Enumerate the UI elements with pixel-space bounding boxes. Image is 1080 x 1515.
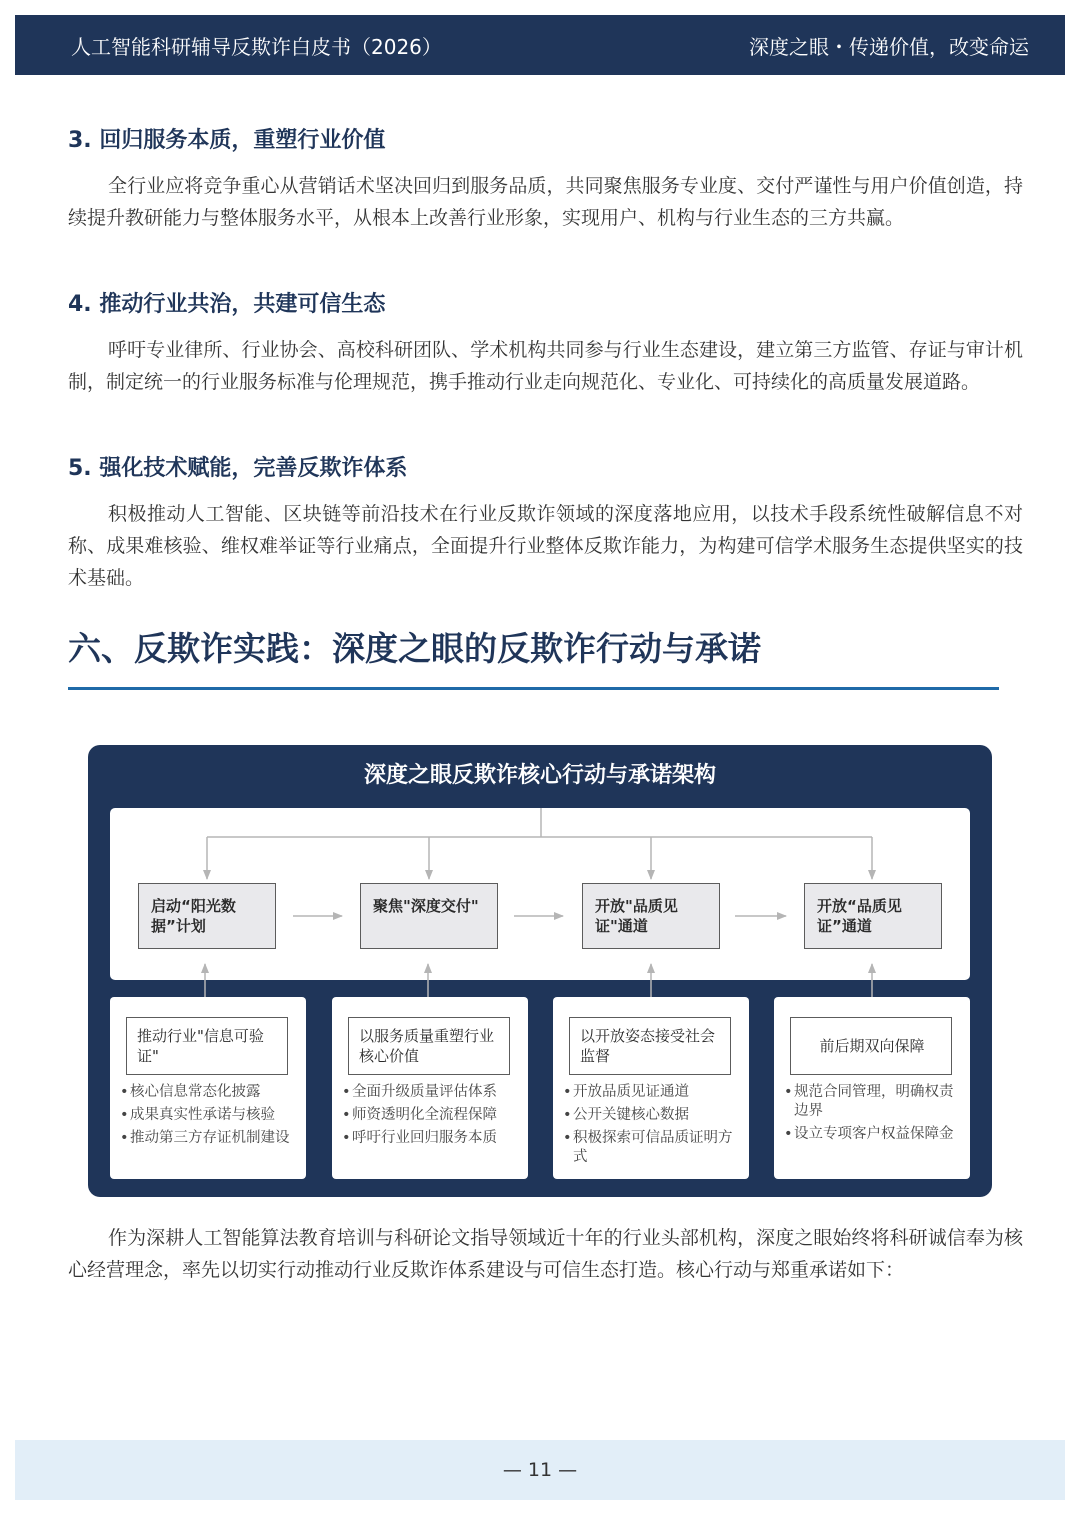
architecture-diagram bbox=[88, 745, 992, 1197]
list-item: • 成果真实性承诺与核验 bbox=[120, 1106, 300, 1125]
list-item: • 核心信息常态化披露 bbox=[120, 1083, 300, 1102]
step-quality-witness: 开放"品质见证"通道 bbox=[582, 883, 720, 949]
chapter-intro-paragraph: 作为深耕人工智能算法教育培训与科研论文指导领域近十年的行业头部机构，深度之眼始终将科研诚信奉为核心经营理念，率先以切实行动推动行业反欺诈体系建设与可信生态打造。核心行动与郑重承诺如下： bbox=[68, 1227, 1023, 1281]
diagram-title: 深度之眼反欺诈核心行动与承诺架构 bbox=[363, 763, 716, 788]
card-service-quality bbox=[332, 997, 528, 1179]
card-heading: 以服务质量重塑行业核心价值 bbox=[348, 1017, 510, 1075]
section-heading: 4. 推动行业共治，共建可信生态 bbox=[68, 292, 386, 317]
list-item: • 全面升级质量评估体系 bbox=[342, 1083, 522, 1102]
section-body: 全行业应将竞争重心从营销话术坚决回归到服务品质，共同聚焦服务专业度、交付严谨性与用户价值创造，持续提升教研能力与整体服务水平，从根本上改善行业形象，实现用户、机构与行业生态的三方共赢。 bbox=[68, 175, 1023, 229]
card-list bbox=[563, 1083, 743, 1171]
step-deep-delivery: 聚焦"深度交付" bbox=[360, 883, 498, 949]
header-slogan: 深度之眼・传递价值，改变命运 bbox=[749, 34, 1029, 59]
document-title: 人工智能科研辅导反欺诈白皮书（2026） bbox=[71, 34, 442, 59]
card-heading: 以开放姿态接受社会监督 bbox=[569, 1017, 731, 1075]
list-item: • 开放品质见证通道 bbox=[563, 1083, 743, 1102]
card-list bbox=[784, 1083, 964, 1148]
card-heading: 前后期双向保障 bbox=[790, 1017, 952, 1075]
card-list bbox=[120, 1083, 300, 1152]
card-verifiable-info bbox=[110, 997, 306, 1179]
page-header bbox=[15, 15, 1065, 75]
section-3 bbox=[68, 124, 1023, 234]
section-4 bbox=[68, 288, 1023, 398]
card-dual-guarantee bbox=[774, 997, 970, 1179]
list-item: • 公开关键核心数据 bbox=[563, 1106, 743, 1125]
page-footer bbox=[15, 1440, 1065, 1500]
step-quality-witness-2: 开放“品质见证”通道 bbox=[804, 883, 942, 949]
section-heading: 5. 强化技术赋能，完善反欺诈体系 bbox=[68, 456, 408, 481]
list-item: • 规范合同管理，明确权责边界 bbox=[784, 1083, 964, 1121]
list-item: • 积极探索可信品质证明方式 bbox=[563, 1129, 743, 1167]
page-number: — 11 — bbox=[502, 1459, 578, 1481]
top-distribution-lines bbox=[207, 808, 872, 879]
chapter-divider bbox=[68, 687, 999, 690]
card-social-supervision bbox=[553, 997, 749, 1179]
section-heading: 3. 回归服务本质，重塑行业价值 bbox=[68, 128, 386, 153]
section-body: 积极推动人工智能、区块链等前沿技术在行业反欺诈领域的深度落地应用，以技术手段系统性破解信息不对称、成果难核验、维权难举证等行业痛点，全面提升行业整体反欺诈能力，为构建可信学术服务生态提供坚实的技术基础。 bbox=[68, 503, 1023, 589]
list-item: • 呼吁行业回归服务本质 bbox=[342, 1129, 522, 1148]
card-heading: 推动行业"信息可验证" bbox=[126, 1017, 288, 1075]
list-item: • 设立专项客户权益保障金 bbox=[784, 1125, 964, 1144]
list-item: • 推动第三方存证机制建设 bbox=[120, 1129, 300, 1148]
card-list bbox=[342, 1083, 522, 1152]
section-5 bbox=[68, 452, 1023, 594]
section-body: 呼吁专业律所、行业协会、高校科研团队、学术机构共同参与行业生态建设，建立第三方监管、存证与审计机制，制定统一的行业服务标准与伦理规范，携手推动行业走向规范化、专业化、可持续化的高质量发展道路。 bbox=[68, 339, 1023, 393]
step-sunshine-data: 启动“阳光数据”计划 bbox=[138, 883, 276, 949]
chapter-title: 六、反欺诈实践：深度之眼的反欺诈行动与承诺 bbox=[68, 629, 761, 668]
list-item: • 师资透明化全流程保障 bbox=[342, 1106, 522, 1125]
